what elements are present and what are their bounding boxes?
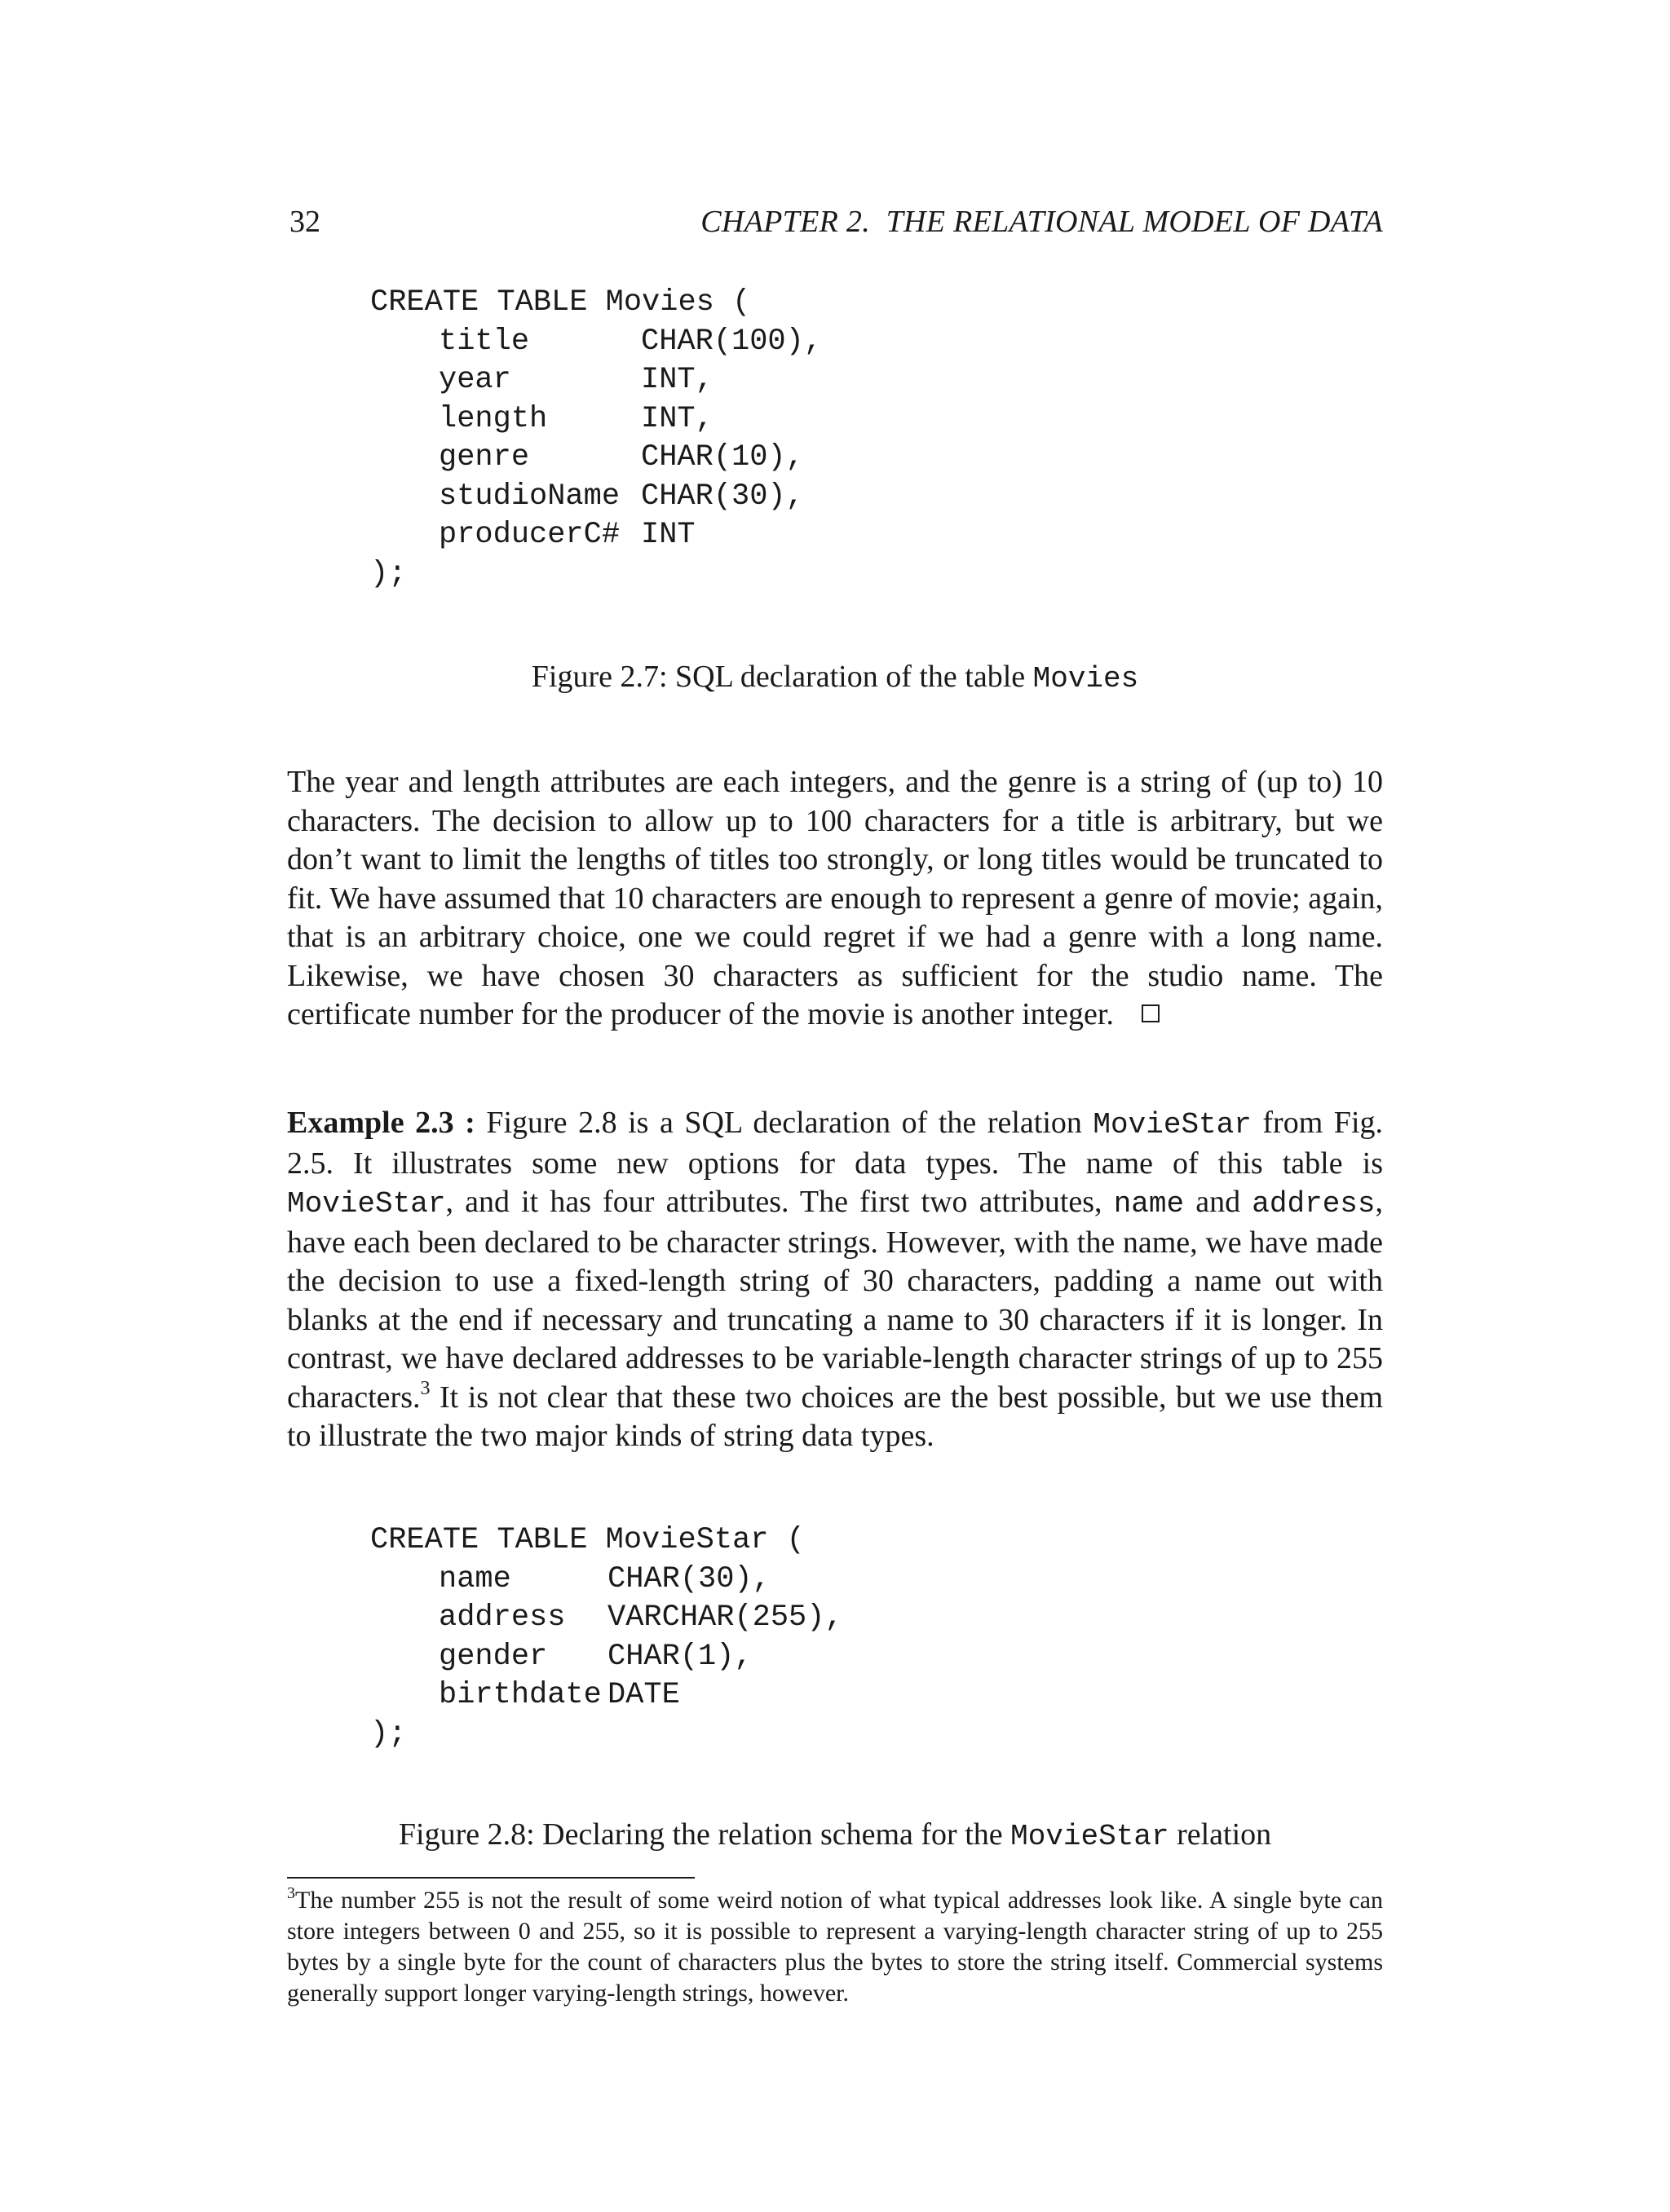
figure-caption-2-7	[0, 659, 1670, 695]
footnote-reference[interactable]: 3	[420, 1377, 431, 1399]
code-line-create: CREATE TABLE MovieStar (	[370, 1523, 805, 1557]
column-name: name	[439, 1561, 511, 1596]
paragraph-text: , have each been declared to be character strings. However, with the name, we have made the decision to use a fixed-length string of 30 characters, padding a name out with blanks at the end if necessary and truncating a name to 30 characters if it is longer. In contrast, we have declared addresses to be variable-length character strings of up to 255 characters.	[287, 1185, 1391, 1415]
column-type: CHAR(30),	[641, 479, 804, 514]
paragraph-text: Figure 2.8 is a SQL declaration of the relation	[475, 1106, 1093, 1140]
caption-text: relation	[1169, 1817, 1272, 1852]
paragraph	[287, 763, 1383, 1035]
sql-code-moviestar	[370, 1521, 843, 1754]
column-type: INT,	[641, 363, 714, 397]
paragraph-text: The year and length attributes are each integers, and the genre is a string of (up to) 10 characters. The decision to allow up to 100 characters for a title is arbitrary, but we don’t want to limit the lengths of titles too strongly, or long titles would be truncated to fit. We have assumed that 10 characters are enough to represent a genre of movie; again, that is an arbitrary choice, one we could regret if we had a genre with a long name. Likewise, we have chosen 30 characters as sufficient for the studio name. The certificate number for the producer of the movie is another integer.	[287, 765, 1383, 1031]
column-type: DATE	[607, 1678, 680, 1712]
inline-code: address	[1252, 1187, 1376, 1221]
code-line-column	[370, 361, 822, 400]
running-header	[0, 204, 1670, 246]
code-line-column	[370, 1561, 843, 1600]
column-name: address	[439, 1600, 566, 1635]
column-type: CHAR(1),	[607, 1639, 753, 1674]
code-line-column	[370, 516, 822, 555]
code-line-column	[370, 1676, 843, 1715]
column-type: VARCHAR(255),	[607, 1600, 843, 1635]
column-name: title	[439, 324, 530, 359]
column-type: INT	[641, 518, 696, 552]
column-name: gender	[439, 1639, 548, 1674]
column-type: CHAR(10),	[641, 440, 804, 475]
code-line-create: CREATE TABLE Movies (	[370, 285, 751, 320]
figure-caption-2-8	[0, 1817, 1670, 1853]
paragraph-text: , and it has four attributes. The first two attributes,	[445, 1185, 1114, 1219]
code-line-column	[370, 439, 822, 478]
code-line-column	[370, 478, 822, 517]
code-line-close: );	[370, 556, 407, 591]
caption-code: Movies	[1032, 662, 1139, 695]
inline-code: MovieStar	[287, 1187, 446, 1221]
paragraph-text: and	[1184, 1185, 1252, 1219]
footnote-divider	[287, 1877, 695, 1879]
footnote	[287, 1885, 1383, 2009]
column-name: length	[439, 401, 548, 436]
code-line-close: );	[370, 1716, 407, 1751]
column-name: genre	[439, 440, 530, 475]
caption-code: MovieStar	[1010, 1820, 1169, 1853]
footnote-mark: 3	[287, 1884, 295, 1902]
paragraph-text: It is not clear that these two choices are the best possible, but we use them to illustrate the two major kinds of string data types.	[287, 1380, 1391, 1453]
page-number: 32	[289, 205, 320, 239]
column-type: INT,	[641, 401, 714, 436]
footnote-text: The number 255 is not the result of some weird notion of what typical addresses look like. A single byte can store integers between 0 and 255, so it is possible to represent a varying-length character string of up to 255 bytes by a single byte for the count of characters plus the bytes to store the string itself. Commercial systems generally support longer varying-length strings, however.	[287, 1887, 1383, 2007]
inline-code: MovieStar	[1093, 1108, 1252, 1141]
paragraph-text: from Fig. 2.5. It illustrates some new options for data types. The name of this table is	[287, 1106, 1391, 1181]
code-line-column	[370, 1638, 843, 1677]
code-line-column	[370, 323, 822, 362]
column-name: producerC#	[439, 518, 621, 552]
column-type: CHAR(30),	[607, 1561, 771, 1596]
code-line-column	[370, 1599, 843, 1638]
caption-text: Figure 2.8: Declaring the relation schema for the	[398, 1817, 1011, 1852]
code-line-column	[370, 400, 822, 439]
chapter-title: CHAPTER 2. THE RELATIONAL MODEL OF DATA	[700, 205, 1383, 239]
end-of-proof-icon	[1142, 1004, 1160, 1022]
sql-code-movies	[370, 284, 822, 594]
column-name: birthdate	[439, 1678, 602, 1712]
caption-text: Figure 2.7: SQL declaration of the table	[531, 660, 1033, 694]
column-name: year	[439, 363, 511, 397]
column-name: studioName	[439, 479, 621, 514]
example-label: Example 2.3 :	[287, 1106, 475, 1140]
column-type: CHAR(100),	[641, 324, 823, 359]
example-paragraph	[287, 1104, 1391, 1456]
inline-code: name	[1113, 1187, 1185, 1221]
